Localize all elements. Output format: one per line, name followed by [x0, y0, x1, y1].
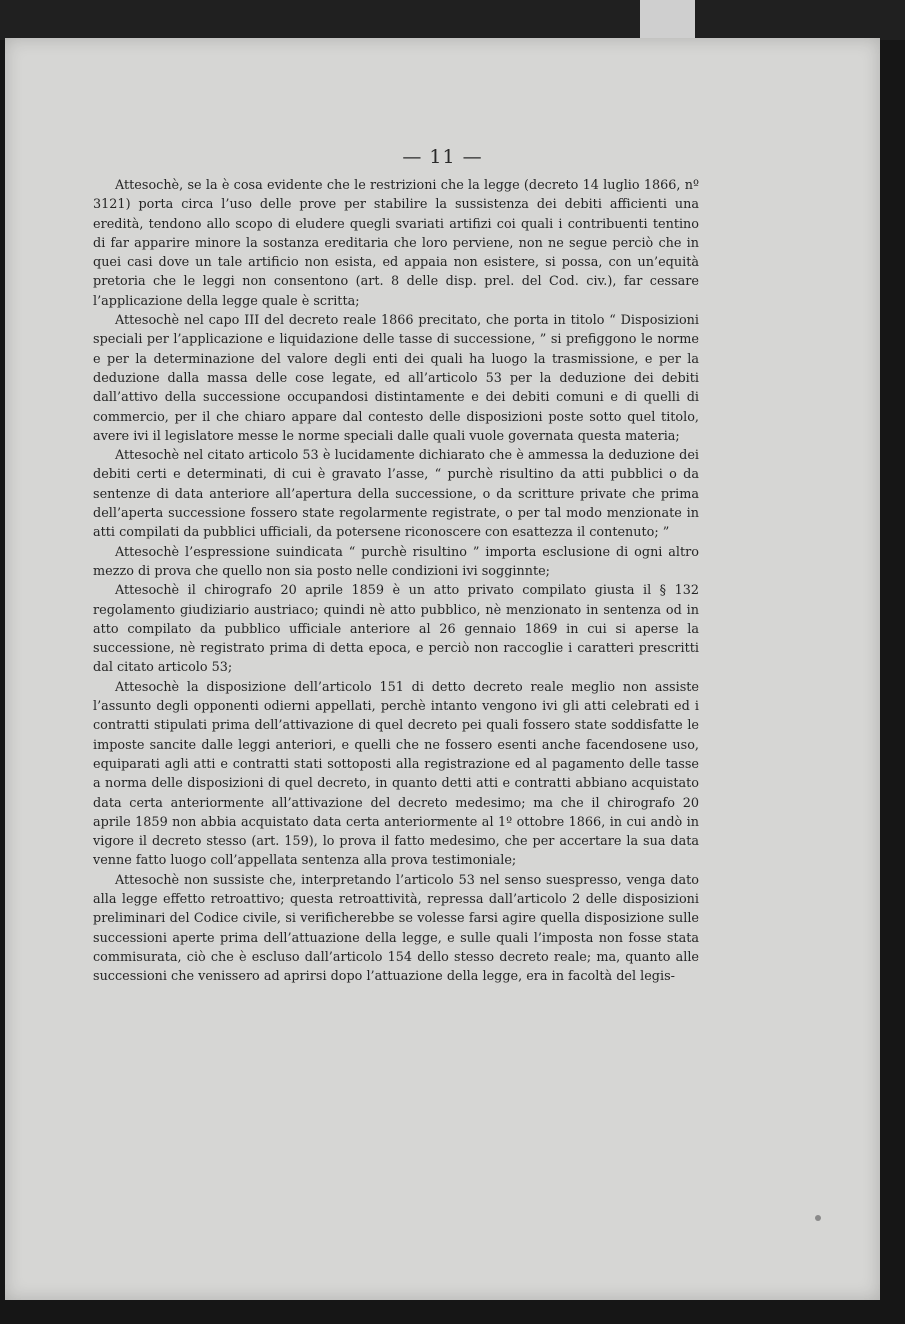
body-text [93, 176, 699, 986]
document-page [5, 38, 880, 1300]
dust-speck [815, 1215, 821, 1221]
paragraph-6: Attesochè la disposizione dell’articolo 151 di detto decreto reale meglio non assiste l’assunto degli opponenti odierni appellati, perchè intanto vengono ivi gli atti celebrati ed i contratti stipulati prima dell’attivazione di quel decreto pei quali fossero state soddisfatte le imposte sancite dalle leggi anteriori, e quelli che ne fossero esenti anche facendosene uso, equiparati agli atti e contratti stati sottoposti alla registrazione ed al pagamento delle tasse a norma delle disposizioni di quel decreto, in quanto detti atti e contratti abbiano acquistato data certa anteriormente all’attivazione del decreto medesimo; ma che il chirografo 20 aprile 1859 non abbia acquistato data certa anteriormente al 1º ottobre 1866, in cui andò in vigore il decreto stesso (art. 159), lo prova il fatto medesimo, che per accertare la sua data venne fatto luogo coll’appellata sentenza alla prova testimoniale; [93, 679, 699, 869]
paragraph-3: Attesochè nel citato articolo 53 è lucidamente dichiarato che è ammessa la deduzione dei debiti certi e determinati, di cui è gravato l’asse, “ purchè risultino da atti pubblici o da sentenze di data anteriore all’apertura della successione, o da scritture private che prima dell’aperta successione fossero state regolarmente registrate, o per tal modo menzionate in atti compilati da pubblici ufficiali, da potersene riconoscere con esattezza il contenuto; ” [93, 448, 699, 541]
paragraph-5: Attesochè il chirografo 20 aprile 1859 è un atto privato compilato giusta il § 132 regolamento giudiziario austriaco; quindi nè atto pubblico, nè menzionato in sentenza od in atto compilato da pubblico ufficiale anteriore al 26 gennaio 1869 in cui si aperse la successione, nè registrato prima di detta epoca, e perciò non raccoglie i caratteri prescritti dal citato articolo 53; [93, 583, 699, 676]
scan-border-top [0, 0, 905, 40]
paragraph-1: Attesochè, se la è cosa evidente che le restrizioni che la legge (decreto 14 luglio 1866, nº 3121) porta circa l’uso delle prove per stabilire la sussistenza dei debiti afficienti una eredità, tendono allo scopo di eludere quegli svariati artifizi coi quali i contribuenti tentino di far apparire minore la sostanza ereditaria che loro perviene, non ne segue perciò che in quei casi dove un tale artificio non esista, ed appaia non esistere, si possa, con un’equità pretoria che le leggi non consentono (art. 8 delle disp. prel. del Cod. civ.), far cessare l’applicazione della legge quale è scritta; [93, 178, 699, 309]
paragraph-4: Attesochè l’espressione suindicata “ purchè risultino ” importa esclusione di ogni altro mezzo di prova che quello non sia posto nelle condizioni ivi sogginnte; [93, 544, 699, 579]
scan-light-patch [640, 0, 695, 40]
paragraph-2: Attesochè nel capo III del decreto reale 1866 precitato, che porta in titolo “ Disposizioni speciali per l’applicazione e liquidazione delle tasse di successione, ” si prefiggono le norme e per la determinazione del valore degli enti dei quali ha luogo la trasmissione, e per la deduzione dalla massa delle cose legate, ed all’articolo 53 per la deduzione dei debiti dall’attivo della successione occupandosi distintamente e dei debiti comuni e di quelli di commercio, per il che chiaro appare dal contesto delle disposizioni poste sotto quel titolo, avere ivi il legislatore messe le norme speciali dalle quali vuole governata questa materia; [93, 313, 699, 444]
paragraph-7: Attesochè non sussiste che, interpretando l’articolo 53 nel senso suespresso, venga dato alla legge effetto retroattivo; questa retroattività, repressa dall’articolo 2 delle disposizioni preliminari del Codice civile, si verificherebbe se volesse farsi agire quella disposizione sulle successioni aperte prima dell’attuazione della legge, e sulle quali l’imposta non fosse stata commisurata, ciò che è escluso dall’articolo 154 dello stesso decreto reale; ma, quanto alle successioni che venissero ad aprirsi dopo l’attuazione della legge, era in facoltà del legis- [93, 872, 699, 985]
page-number: — 11 — [402, 146, 483, 168]
